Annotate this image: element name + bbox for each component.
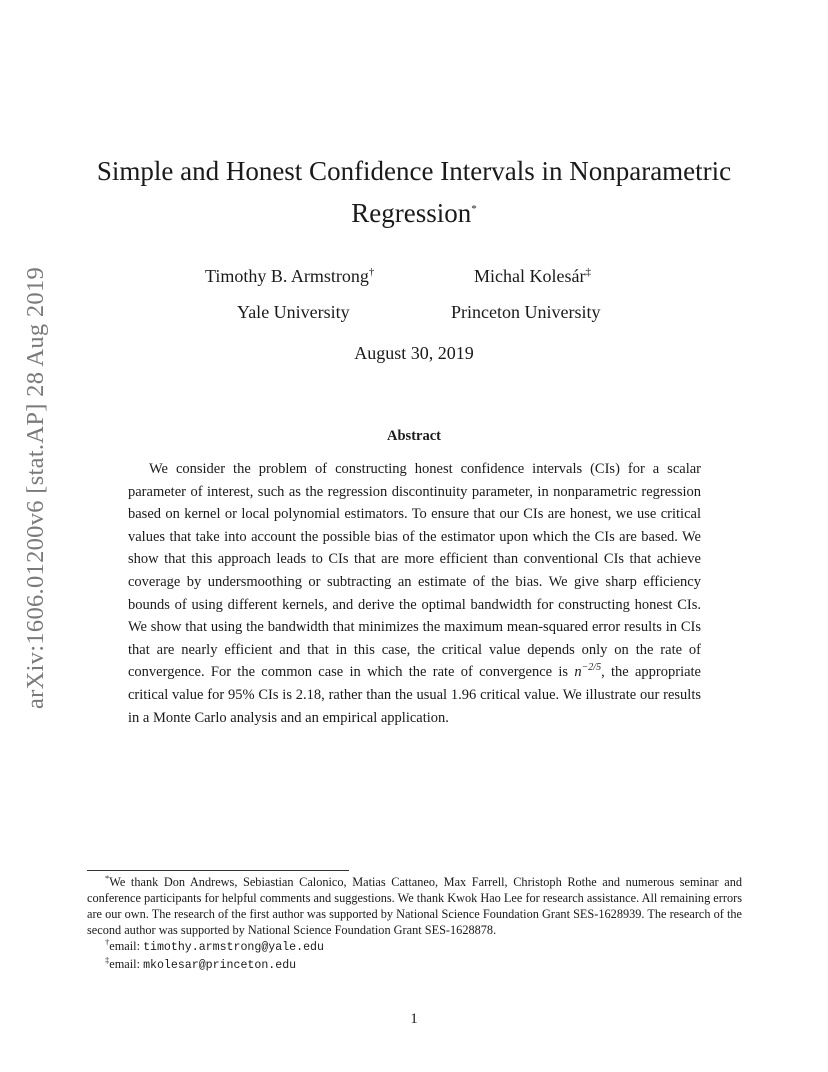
arxiv-identifier-stamp: arXiv:1606.01200v6 [stat.AP] 28 Aug 2019: [22, 266, 49, 710]
title-line-2: Regression: [351, 198, 472, 228]
author-1-name: Timothy B. Armstrong†: [205, 266, 375, 286]
author-2-email-footnote: ‡email: mkolesar@princeton.edu: [105, 954, 297, 972]
author-1-email: timothy.armstrong@yale.edu: [143, 941, 324, 954]
author-2-affiliation: Princeton University: [451, 302, 601, 322]
abstract-heading: Abstract: [387, 428, 441, 444]
title-footnote-mark: *: [471, 203, 477, 215]
footnote-separator: [87, 870, 349, 871]
abstract-text-part-1: We consider the problem of constructing honest confidence intervals (CIs) for a scalar parameter of interest, such as the regression discontinuity parameter, in nonparametric regression based on kernel or local polynomial estimators. To ensure that our CIs are honest, we use critical values that take into account the possible bias of the estimator upon which the CIs are based. We show that this approach leads to CIs that are more efficient than conventional CIs that achieve coverage by undersmoothing or subtracting an estimate of the bias. We give sharp efficiency bounds of using different kernels, and derive the optimal bandwidth for constructing honest CIs. We show that using the bandwidth that minimizes the maximum mean-squared error results in CIs that are nearly efficient and that in this case, the critical value depends only on the rate of convergence. For the common case in which the rate of convergence is: [128, 461, 701, 681]
author-1-affiliation: Yale University: [237, 302, 350, 322]
author-1-footnote-mark: †: [368, 266, 375, 278]
page-number: 1: [410, 1011, 418, 1027]
paper-title: [60, 150, 768, 234]
abstract-text-part-2: , the appropriate critical value for 95% CIs is 2.18, rather than the usual 1.96 critical value. We illustrate our results in a Monte Carlo analysis and an empirical application.: [128, 664, 701, 726]
abstract-text: [128, 458, 701, 729]
author-2-email: mkolesar@princeton.edu: [143, 959, 297, 972]
convergence-rate-formula: $n^{-2/5}$: [574, 662, 602, 681]
author-2-footnote-mark: ‡: [585, 266, 591, 278]
title-line-1: Simple and Honest Confidence Intervals in Nonparametric: [96, 156, 732, 186]
acknowledgements-footnote: *We thank Don Andrews, Sebiastian Calonico, Matias Cattaneo, Max Farrell, Christoph Rothe and numerous seminar and conference participants for helpful comments and suggestions. We thank Kwok Hao Lee for research assistance. All remaining errors are our own. The research of the first author was supported by National Science Foundation Grant SES-1628939. The research of the second author was supported by National Science Foundation Grant SES-1628878.: [87, 872, 742, 937]
paper-date: August 30, 2019: [354, 343, 474, 363]
author-1-email-footnote: †email: timothy.armstrong@yale.edu: [105, 936, 324, 954]
footnotes: [87, 874, 742, 974]
author-2-name: Michal Kolesár‡: [474, 266, 591, 286]
